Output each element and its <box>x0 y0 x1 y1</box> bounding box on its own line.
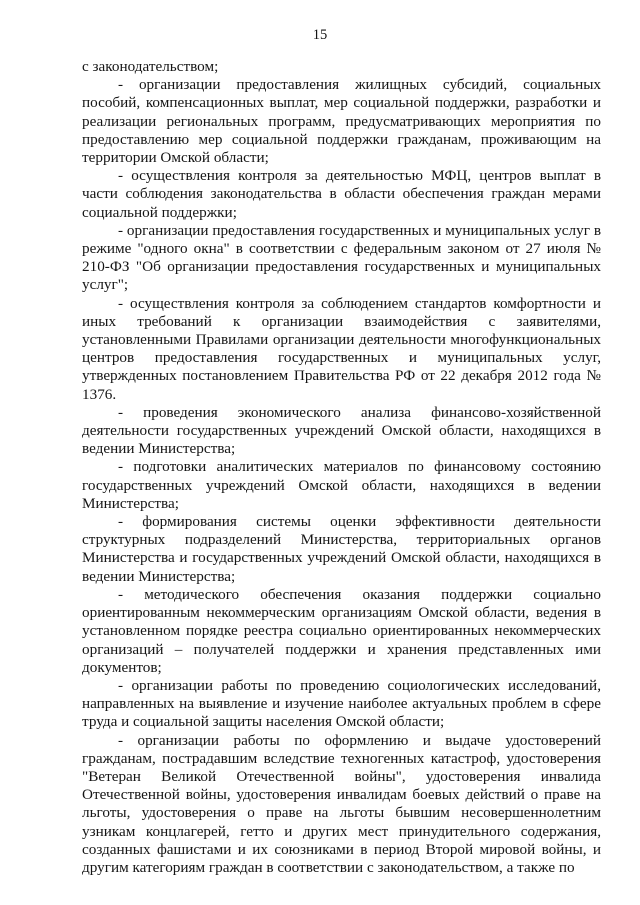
list-item-housing-subsidies: - организации предоставления жилищных субсидий, социальных пособий, компенсационных выплат, мер социальной поддержки, разработки и реализации региональных программ, предусматривающих мероприятия по предоставлению мер социальной поддержки гражданам, проживающим на территории Омской области; <box>82 76 601 167</box>
list-item-certificates: - организации работы по оформлению и выдаче удостоверений гражданам, пострадавшим вследствие техногенных катастроф, удостоверения "Ветеран Великой Отечественной войны", удостоверения инвалида Отечественной войны, удостоверения инвалидам боевых действий о праве на льготы, удостоверения о праве на льготы бывшим несовершеннолетним узникам концлагерей, гетто и других мест принудительного содержания, созданных фашистами и их союзниками в период Второй мировой войны, и другим категориям граждан в соответствии с законодательством, а также по <box>82 731 601 876</box>
list-item-one-window-services: - организации предоставления государственных и муниципальных услуг в режиме "одного окна" в соответствии с федеральным законом от 27 июля № 210-ФЗ "Об организации предоставления государственных и муниципальных услуг"; <box>82 221 601 294</box>
list-item-analytical-materials: - подготовки аналитических материалов по финансовому состоянию государственных учреждений Омской области, находящихся в ведении Министерства; <box>82 458 601 512</box>
page-number: 15 <box>312 27 328 43</box>
list-item-economic-analysis: - проведения экономического анализа финансово-хозяйственной деятельности государственных учреждений Омской области, находящихся в ведении Министерства; <box>82 403 601 458</box>
list-item-nko-support: - методического обеспечения оказания поддержки социально ориентированным некоммерческим организациям Омской области, ведения в установленном порядке реестра социально ориентированных некоммерческих организаций – получателей поддержки и хранения представленных ими документов; <box>82 585 601 676</box>
list-item-mfc-control: - осуществления контроля за деятельностью МФЦ, центров выплат в части соблюдения законодательства в области обеспечения граждан мерами социальной поддержки; <box>82 167 601 221</box>
list-item-efficiency-evaluation: - формирования системы оценки эффективности деятельности структурных подразделений Министерства, территориальных органов Министерства и государственных учреждений Омской области, находящихся в ведении Министерства; <box>82 513 601 585</box>
list-item-sociological-research: - организации работы по проведению социологических исследований, направленных на выявление и изучение наиболее актуальных проблем в сфере труда и социальной защиты населения Омской области; <box>82 676 601 731</box>
paragraph-continuation: с законодательством; <box>82 58 219 75</box>
document-body <box>82 58 601 877</box>
list-item-comfort-standards: - осуществления контроля за соблюдением стандартов комфортности и иных требований к организации взаимодействия с заявителями, установленными Правилами организации деятельности многофункциональных центров предоставления государственных и муниципальных услуг, утвержденных постановлением Правительства РФ от 22 декабря 2012 года № 1376. <box>82 294 601 403</box>
